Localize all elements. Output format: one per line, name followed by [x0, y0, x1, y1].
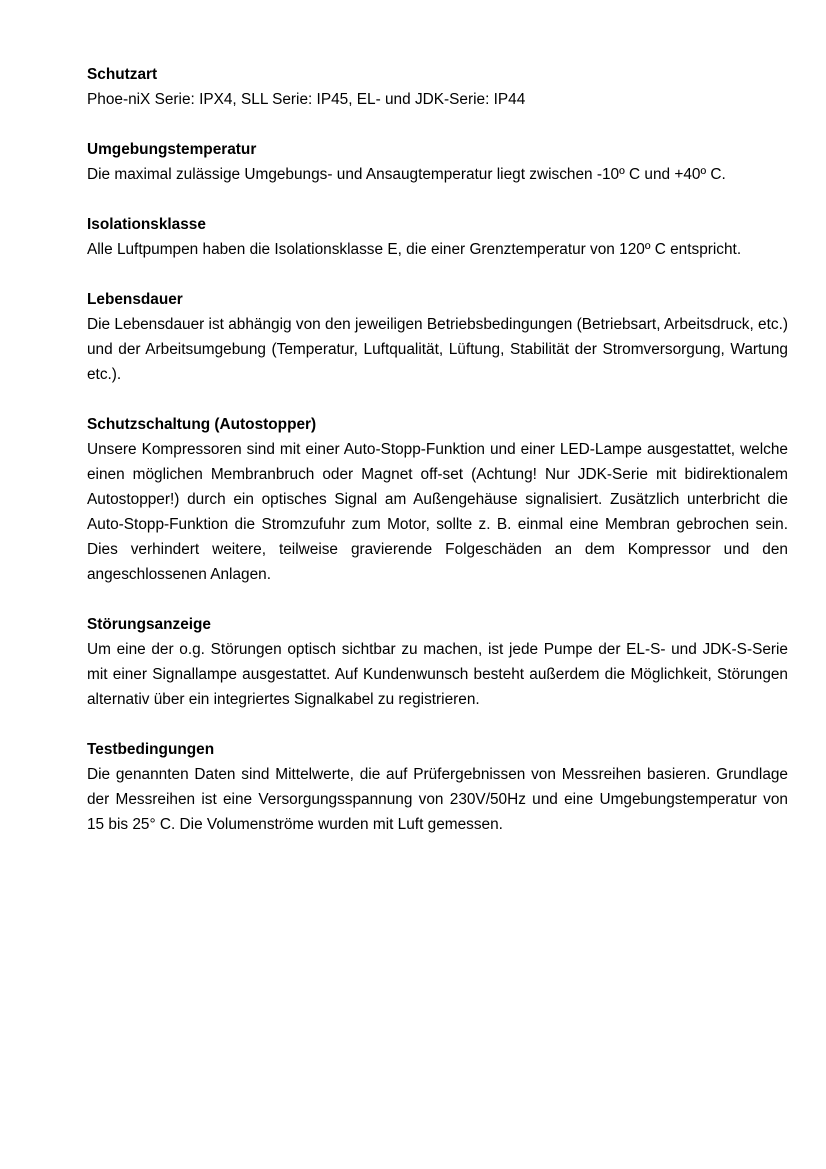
section-testbedingungen	[87, 737, 788, 837]
section-body: Die genannten Daten sind Mittelwerte, die auf Prüfergebnissen von Messreihen basieren. Grundlage der Messreihen ist eine Versorgungsspannung von 230V/50Hz und eine Umgebungstemperatur von 15 bis 25° C. Die Volumenströme wurden mit Luft gemessen.	[87, 766, 788, 833]
section-lebensdauer	[87, 287, 788, 387]
section-schutzart	[87, 62, 788, 112]
document-page	[87, 62, 788, 862]
section-heading: Schutzart	[87, 66, 158, 83]
section-body: Phoe-niX Serie: IPX4, SLL Serie: IP45, EL- und JDK-Serie: IP44	[87, 91, 526, 108]
section-body: Die Lebensdauer ist abhängig von den jeweiligen Betriebsbedingungen (Betriebsart, Arbeitsdruck, etc.) und der Arbeitsumgebung (Temperatur, Luftqualität, Lüftung, Stabilität der Stromversorgung, Wartung etc.).	[87, 316, 788, 383]
section-heading: Störungsanzeige	[87, 616, 211, 633]
section-heading: Isolationsklasse	[87, 216, 206, 233]
section-isolationsklasse	[87, 212, 788, 262]
section-heading: Schutzschaltung (Autostopper)	[87, 416, 317, 433]
section-heading: Lebensdauer	[87, 291, 183, 308]
section-umgebungstemperatur	[87, 137, 788, 187]
section-body: Unsere Kompressoren sind mit einer Auto-Stopp-Funktion und einer LED-Lampe ausgestattet, welche einen möglichen Membranbruch oder Magnet off-set (Achtung! Nur JDK-Serie mit bidirektionalem Autostopper!) durch ein optisches Signal am Außengehäuse signalisiert. Zusätzlich unterbricht die Auto-Stopp-Funktion die Stromzufuhr zum Motor, sollte z. B. einmal eine Membran gebrochen sein. Dies verhindert weitere, teilweise gravierende Folgeschäden an dem Kompressor und den angeschlossenen Anlagen.	[87, 441, 788, 583]
section-body: Die maximal zulässige Umgebungs- und Ansaugtemperatur liegt zwischen -10º C und +40º C.	[87, 166, 726, 183]
section-heading: Umgebungstemperatur	[87, 141, 257, 158]
section-heading: Testbedingungen	[87, 741, 215, 758]
section-body: Alle Luftpumpen haben die Isolationsklasse E, die einer Grenztemperatur von 120º C entspricht.	[87, 241, 742, 258]
section-stoerungsanzeige	[87, 612, 788, 712]
section-body: Um eine der o.g. Störungen optisch sichtbar zu machen, ist jede Pumpe der EL-S- und JDK-S-Serie mit einer Signallampe ausgestattet. Auf Kundenwunsch besteht außerdem die Möglichkeit, Störungen alternativ über ein integriertes Signalkabel zu registrieren.	[87, 641, 788, 708]
section-schutzschaltung	[87, 412, 788, 587]
